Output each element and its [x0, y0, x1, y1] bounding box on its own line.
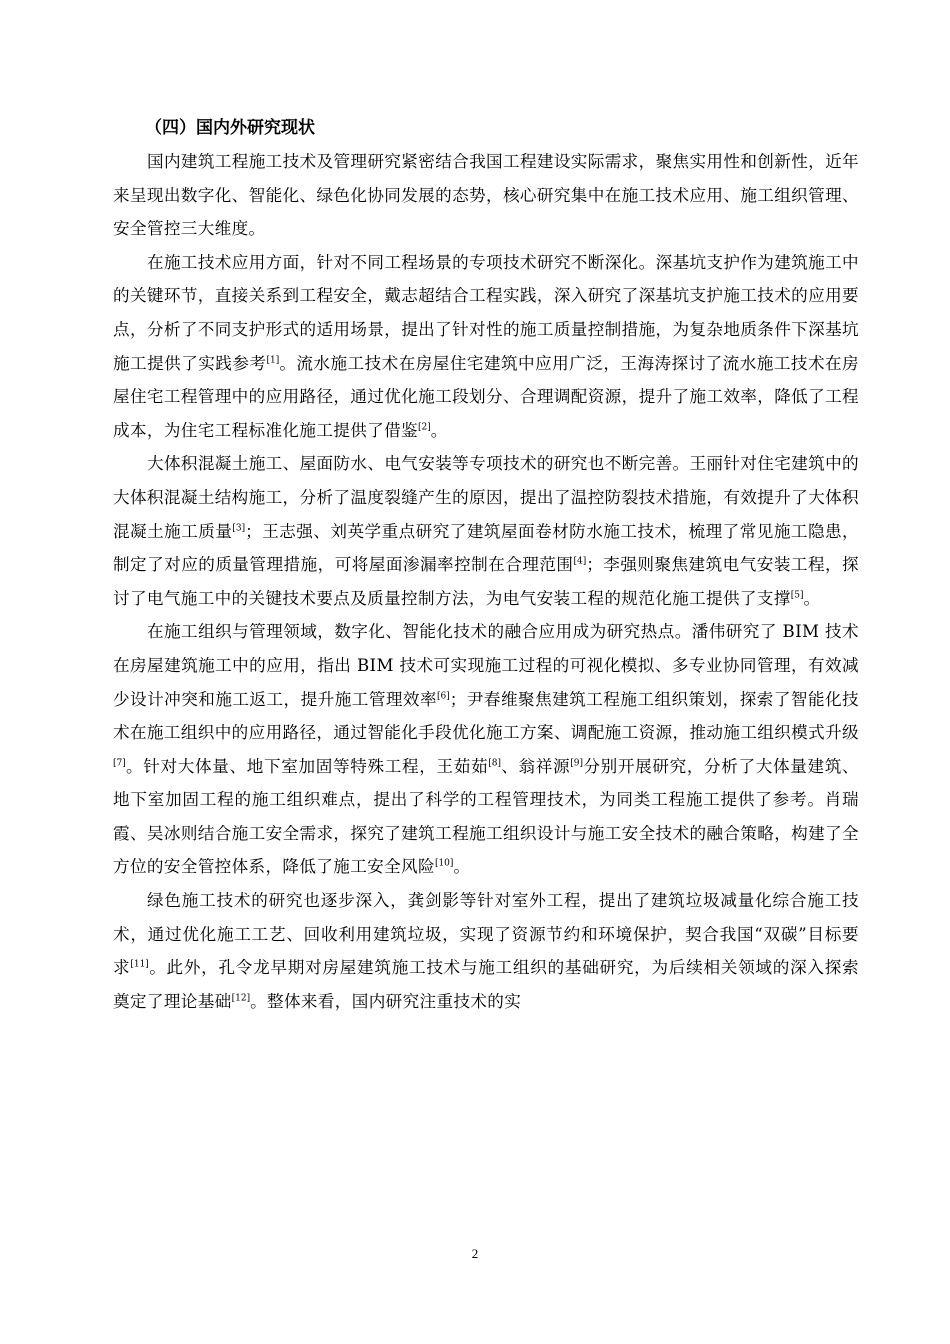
body-paragraph — [113, 145, 859, 246]
citation-reference: [12] — [231, 993, 251, 1004]
paragraph-text: ；尹春维聚焦建筑工程施工组织策划，探索了智能化技术在施工组织中的应用路径，通过智能化手段优化施工方案、调配施工资源，推动施工组织模式升级 — [113, 689, 859, 743]
body-paragraph — [113, 884, 859, 1018]
body-paragraph — [113, 615, 859, 884]
paragraph-text: 。 — [803, 588, 821, 608]
paragraph-text: 在施工技术应用方面，针对不同工程场景的专项技术研究不断深化。深基坑支护作为建筑施工中的关键环节，直接关系到工程安全，戴志超结合工程实践，深入研究了深基坑支护施工技术的应用要点，分析了不同支护形式的适用场景，提出了针对性的施工质量控制措施，为复杂地质条件下深基坑施工提供了实践参考 — [113, 252, 859, 373]
citation-reference: [10] — [434, 858, 454, 869]
paragraph-text: 。针对大体量、地下室加固等特殊工程，王茹茹 — [125, 756, 489, 776]
paragraph-text: 。此外，孔令龙早期对房屋建筑施工技术与施工组织的基础研究，为后续相关领域的深入探索奠定了理论基础 — [113, 958, 859, 1011]
body-paragraph — [113, 246, 859, 448]
paragraph-text: 在施工组织与管理领域，数字化、智能化技术的融合应用成为研究热点。潘伟研究了 BIM 技术在房屋建筑施工中的应用，指出 BIM 技术可实现施工过程的可视化模拟、多专业协同管理，有效减少设计冲突和施工返工，提升施工管理效率 — [113, 622, 859, 709]
paragraph-text: 。 — [453, 857, 471, 877]
section-heading: （四）国内外研究现状 — [145, 118, 315, 138]
citation-reference: [1] — [266, 355, 280, 366]
paragraph-text: 、翁祥源 — [500, 756, 571, 776]
paragraph-text: 。整体来看，国内研究注重技术的实 — [250, 991, 522, 1011]
citation-reference: [5] — [790, 590, 804, 601]
citation-reference: [7] — [113, 758, 126, 769]
paragraph-text: ；王志强、刘英学重点研究了建筑屋面卷材防水施工技术，梳理了常见施工隐患，制定了对应的质量管理措施，可将屋面渗漏率控制在合理范围 — [113, 521, 859, 575]
citation-reference: [9] — [570, 758, 584, 769]
paragraph-text: 。 — [430, 420, 448, 440]
paragraph-text: 分别开展研究，分析了大体量建筑、地下室加固工程的施工组织难点，提出了科学的工程管理技术，为同类工程施工提供了参考。肖瑞霞、吴冰则结合施工安全需求，探究了建筑工程施工组织设计与施工安全技术的融合策略，构建了全方位的安全管控体系，降低了施工安全风险 — [113, 756, 859, 877]
paragraph-text: 绿色施工技术的研究也逐步深入，龚剑影等针对室外工程，提出了建筑垃圾减量化综合施工技术，通过优化施工工艺、回收利用建筑垃圾，实现了资源节约和环境保护，契合我国“双碳”目标要求 — [113, 891, 859, 978]
citation-reference: [8] — [488, 758, 501, 769]
citation-reference: [2] — [418, 422, 431, 433]
body-text — [113, 145, 859, 1018]
citation-reference: [4] — [573, 556, 587, 567]
citation-reference: [6] — [437, 690, 450, 701]
citation-reference: [3] — [232, 523, 246, 533]
citation-reference: [11] — [130, 959, 149, 970]
paragraph-text: 大体积混凝土施工、屋面防水、电气安装等专项技术的研究也不断完善。王丽针对住宅建筑中的大体积混凝土结构施工，分析了温度裂缝产生的原因，提出了温控防裂技术措施，有效提升了大体积混凝土施工质量 — [113, 454, 859, 541]
paragraph-text: 国内建筑工程施工技术及管理研究紧密结合我国工程建设实际需求，聚焦实用性和创新性，近年来呈现出数字化、智能化、绿色化协同发展的态势，核心研究集中在施工技术应用、施工组织管理、安全管控三大维度。 — [113, 152, 859, 239]
page-body — [113, 112, 859, 1018]
body-paragraph — [113, 447, 859, 615]
page-number: 2 — [471, 1246, 479, 1261]
paragraph-text: ；李强则聚焦建筑电气安装工程，探讨了电气施工中的关键技术要点及质量控制方法，为电气安装工程的规范化施工提供了支撑 — [113, 555, 859, 608]
paragraph-text: 。流水施工技术在房屋住宅建筑中应用广泛，王海涛探讨了流水施工技术在房屋住宅工程管理中的应用路径，通过优化施工段划分、合理调配资源，提升了施工效率，降低了工程成本，为住宅工程标准化施工提供了借鉴 — [113, 353, 859, 440]
